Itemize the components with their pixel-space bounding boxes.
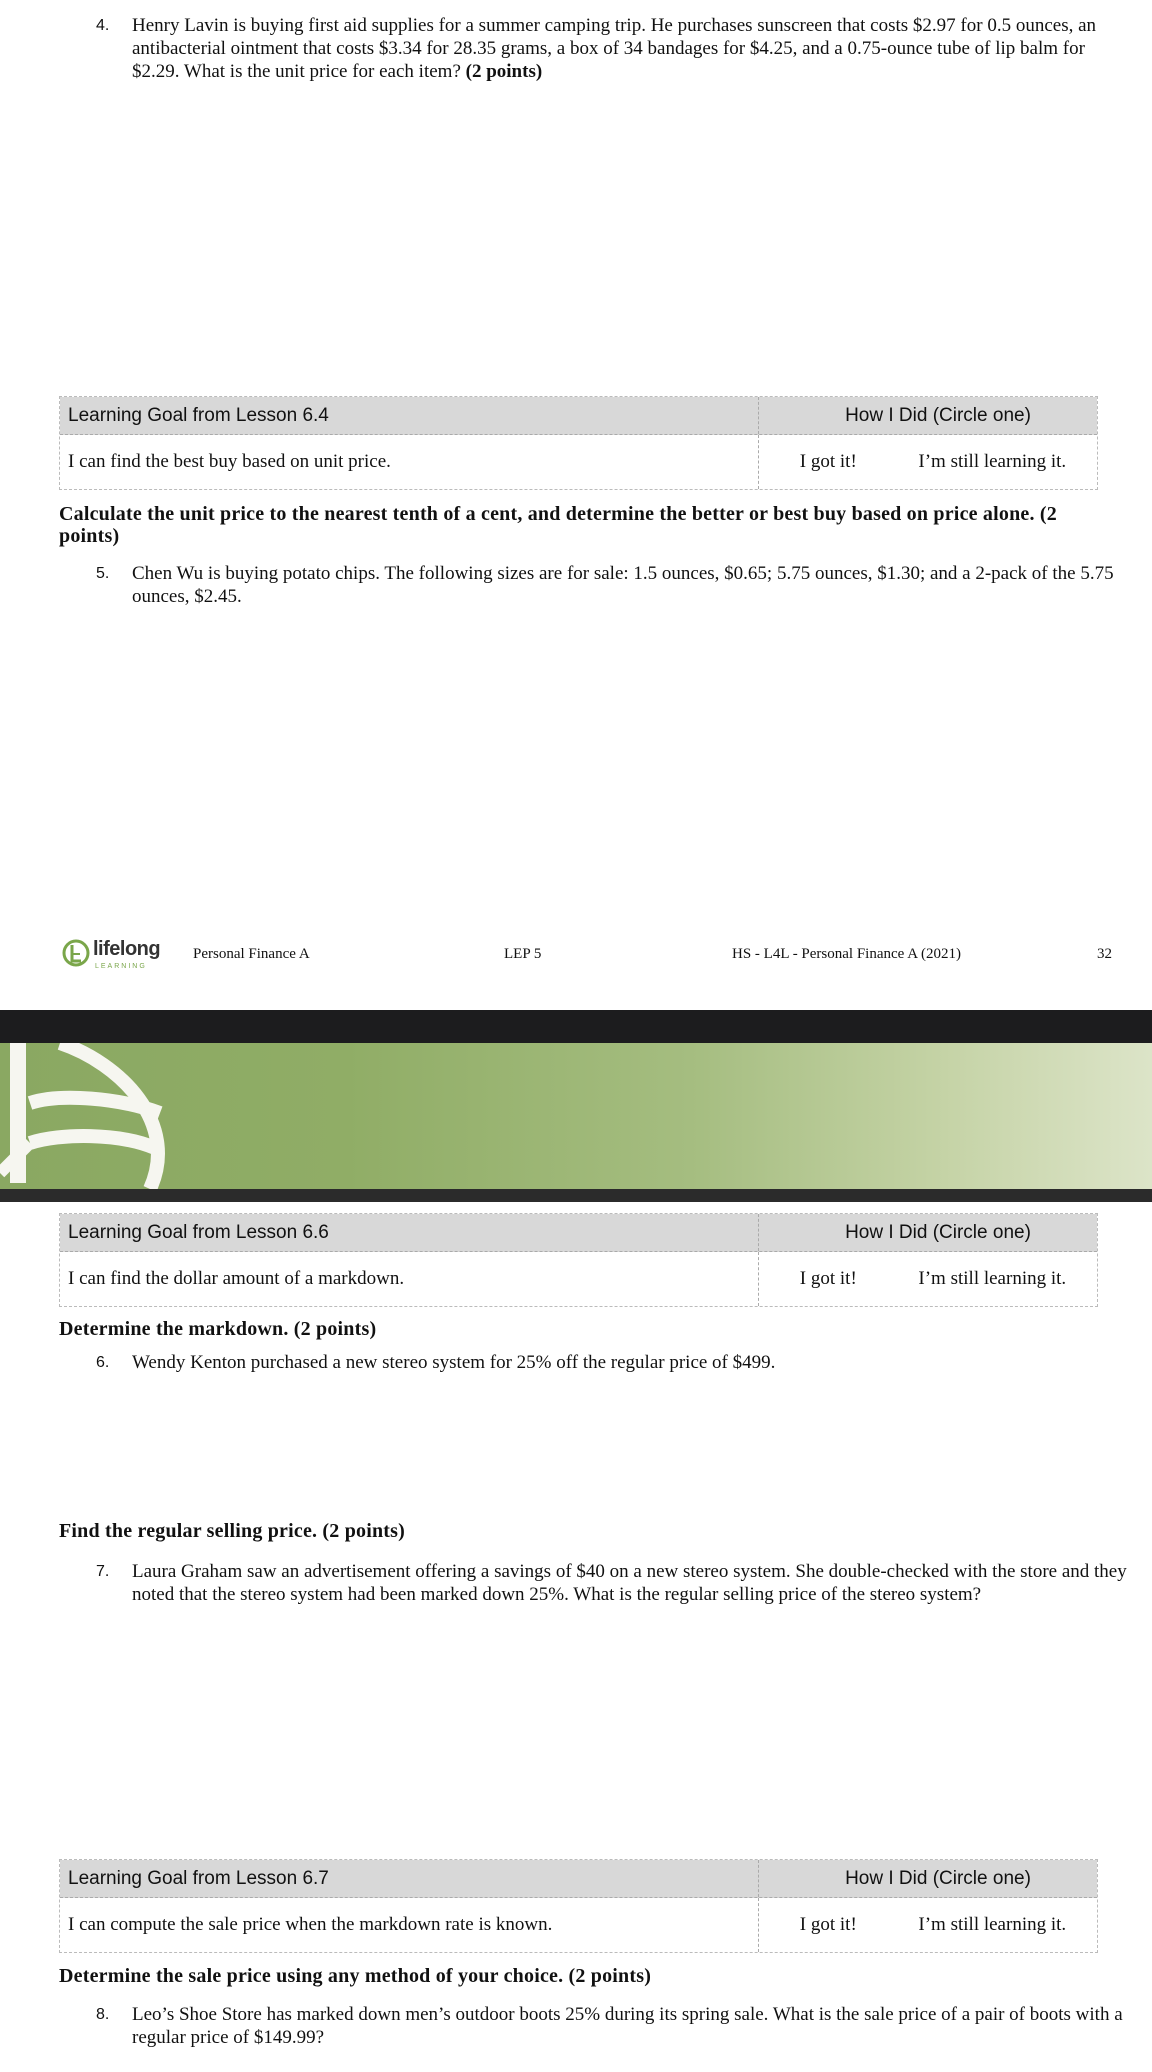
goal-text: I can find the best buy based on unit price. — [60, 435, 759, 489]
question-5 — [96, 562, 1136, 608]
instruction-regular-price: Find the regular selling price. (2 points) — [59, 1520, 405, 1542]
option-got-it[interactable]: I got it! — [799, 1914, 857, 1935]
option-still-learning[interactable]: I’m still learning it. — [918, 1268, 1067, 1289]
page-footer — [59, 936, 1119, 976]
banner-bottom-bar — [0, 1189, 1152, 1202]
how-header: How I Did (Circle one) — [845, 1221, 1031, 1243]
question-number: 6. — [96, 1354, 110, 1371]
question-text: Wendy Kenton purchased a new stereo system for 25% off the regular price of $499. — [132, 1352, 776, 1373]
goal-header: Learning Goal from Lesson 6.6 — [60, 1214, 759, 1251]
instruction-sale-price: Determine the sale price using any method of your choice. (2 points) — [59, 1965, 652, 1987]
question-4 — [96, 14, 1136, 83]
logo-icon — [62, 939, 90, 967]
header-banner — [0, 1043, 1152, 1189]
how-header: How I Did (Circle one) — [845, 404, 1031, 426]
page-separator — [0, 1010, 1152, 1043]
question-8 — [96, 2003, 1136, 2049]
banner-logo-icon — [0, 1043, 200, 1189]
question-points: (2 points) — [465, 61, 543, 82]
footer-course: Personal Finance A — [193, 946, 310, 962]
instruction-markdown: Determine the markdown. (2 points) — [59, 1318, 377, 1340]
question-6 — [96, 1351, 1136, 1374]
option-still-learning[interactable]: I’m still learning it. — [918, 451, 1067, 472]
option-got-it[interactable]: I got it! — [799, 1268, 857, 1289]
footer-lep: LEP 5 — [504, 946, 542, 962]
question-number: 4. — [96, 17, 110, 34]
goal-text: I can find the dollar amount of a markdown. — [60, 1252, 759, 1306]
how-header: How I Did (Circle one) — [845, 1867, 1031, 1889]
question-number: 7. — [96, 1563, 110, 1580]
logo-sub: LEARNING — [95, 963, 147, 970]
option-got-it[interactable]: I got it! — [799, 451, 857, 472]
question-7 — [96, 1560, 1136, 1606]
question-text: Chen Wu is buying potato chips. The following sizes are for sale: 1.5 ounces, $0.65; 5.75 ounces, $1.30; and a 2-pack of the 5.75 ounces, $2.45. — [132, 563, 1114, 607]
option-still-learning[interactable]: I’m still learning it. — [918, 1914, 1067, 1935]
goal-text: I can compute the sale price when the markdown rate is known. — [60, 1898, 759, 1952]
question-text: Laura Graham saw an advertisement offering a savings of $40 on a new stereo system. She double-checked with the store and they noted that the stereo system had been marked down 25%. What is the regular selling price of the stereo system? — [132, 1561, 1127, 1605]
goal-header: Learning Goal from Lesson 6.7 — [60, 1860, 759, 1897]
learning-goal-table-6-4 — [59, 396, 1098, 490]
logo-word: lifelong — [93, 938, 161, 960]
page-number: 32 — [1097, 946, 1112, 962]
lifelong-learning-logo — [62, 936, 184, 976]
goal-header: Learning Goal from Lesson 6.4 — [60, 397, 759, 434]
question-text: Henry Lavin is buying first aid supplies for a summer camping trip. He purchases sunscreen that costs $2.97 for 0.5 ounces, an antibacterial ointment that costs $3.34 for 28.35 grams, a box of 34 bandages for $4.25, and a 0.75-ounce tube of lip balm for $2.29. What is the unit price for each item? — [132, 15, 1097, 82]
question-number: 5. — [96, 565, 110, 582]
learning-goal-table-6-7 — [59, 1859, 1098, 1953]
instruction-unit-price: Calculate the unit price to the nearest tenth of a cent, and determine the better or best buy based on price alone. (2 points) — [59, 503, 1057, 547]
learning-goal-table-6-6 — [59, 1213, 1098, 1307]
footer-title: HS - L4L - Personal Finance A (2021) — [732, 946, 961, 962]
question-number: 8. — [96, 2006, 110, 2023]
question-text: Leo’s Shoe Store has marked down men’s outdoor boots 25% during its spring sale. What is the sale price of a pair of boots with a regular price of $149.99? — [132, 2004, 1123, 2048]
